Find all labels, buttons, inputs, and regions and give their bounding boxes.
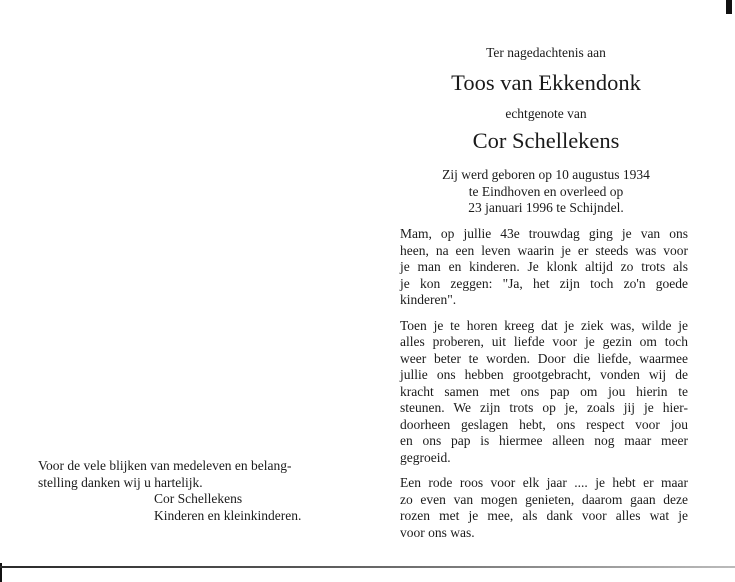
text-line: je man en kinderen. Je klonk altijd zo trots als	[400, 259, 688, 274]
text-line: Toen je te horen kreeg dat je ziek was, wilde je	[400, 317, 688, 333]
scan-corner-mark	[726, 0, 732, 14]
text-line: alles proberen, uit liefde voor je gezin om toch	[400, 334, 688, 349]
thanks-line: stelling danken wij u hartelijk.	[38, 474, 203, 490]
text-line: voor ons was.	[400, 524, 475, 540]
signature-line: Kinderen en kleinkinderen.	[154, 507, 302, 523]
text-line: heen, na een leven waarin je er steeds was voor	[400, 242, 688, 258]
paragraph	[400, 475, 688, 541]
fold-line	[0, 566, 735, 568]
text-line: weer beter te worden. Door die liefde, waarmee	[400, 350, 688, 366]
text-line: gegroeid.	[400, 449, 451, 465]
text-line: zo even van mogen genieten, daarom gaan deze	[400, 491, 688, 507]
birth-death-info	[400, 167, 692, 217]
birth-line: te Eindhoven en overleed op	[468, 183, 624, 199]
text-line: kinderen".	[400, 292, 457, 307]
paragraph	[400, 318, 688, 467]
deceased-name: Toos van Ekkendonk	[451, 70, 641, 95]
signature-line: Cor Schellekens	[154, 491, 243, 506]
paragraph	[400, 226, 688, 309]
text-line: Een rode roos voor elk jaar .... je hebt er maar	[400, 475, 688, 490]
text-line: Mam, op jullie 43e trouwdag ging je van ons	[400, 226, 688, 241]
text-line: kracht samen met ons pap om jou hierin te	[400, 383, 688, 399]
text-line: rozen met je mee, als dank voor alles wat je	[400, 508, 688, 523]
text-line: doorheen geslagen hebt, ons respect voor jou	[400, 416, 688, 432]
relation-text: echtgenote van	[505, 106, 587, 121]
birth-line: Zij werd geboren op 10 augustus 1934	[442, 167, 650, 182]
memorial-text	[400, 226, 688, 550]
thanks-note	[38, 458, 328, 524]
thanks-line: Voor de vele blijken van medeleven en belang-	[38, 458, 292, 473]
text-line: en ons pap is hiermee alleen nog maar meer	[400, 433, 688, 448]
intro-text: Ter nagedachtenis aan	[486, 45, 606, 60]
birth-line: 23 januari 1996 te Schijndel.	[468, 200, 624, 215]
text-line: steunen. We zijn trots op je, zoals jij je hier-	[400, 400, 688, 415]
memorial-header	[400, 44, 692, 217]
text-line: jullie ons hebben grootgebracht, vonden wij de	[400, 367, 688, 382]
spouse-name: Cor Schellekens	[472, 128, 620, 153]
text-line: je kon zeggen: "Ja, het zijn toch zo'n goede	[400, 275, 688, 291]
